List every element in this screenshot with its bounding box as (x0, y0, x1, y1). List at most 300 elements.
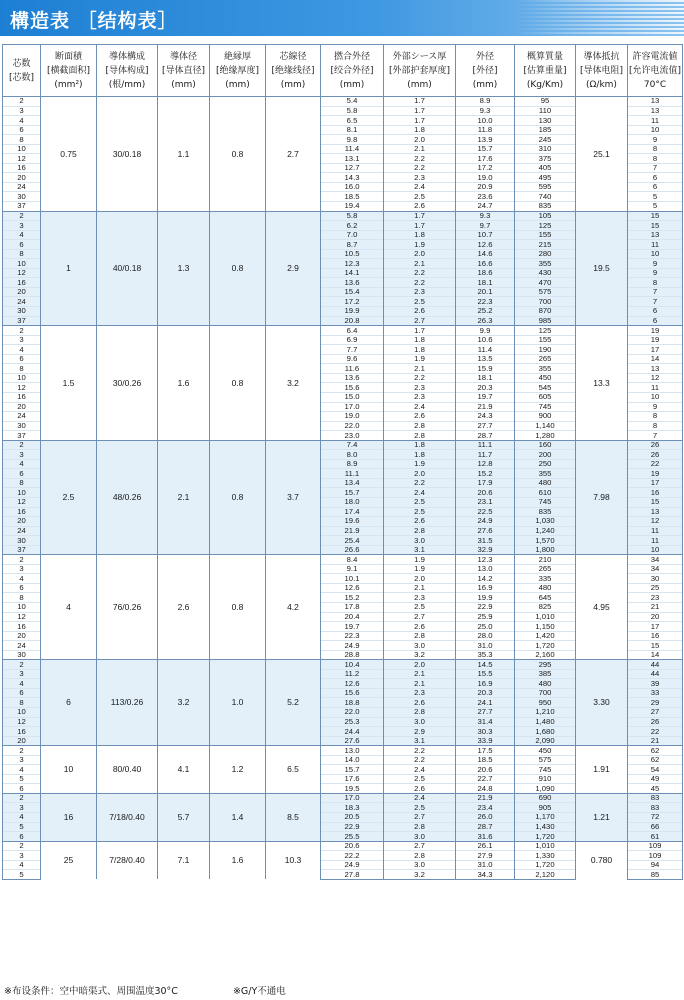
twisted-dia-cell: 23.0 (321, 431, 384, 441)
table-row (3, 793, 683, 803)
weight-cell: 295 (515, 660, 576, 670)
weight-cell: 355 (515, 364, 576, 374)
outer-dia-cell: 28.7 (456, 822, 515, 832)
sheath-cell: 2.0 (384, 469, 456, 479)
cores-cell: 24 (3, 641, 41, 651)
col-weight-header-line: 概算質量 (526, 51, 563, 62)
cores-cell: 37 (3, 202, 41, 212)
cores-cell: 2 (3, 793, 41, 803)
current-cell: 21 (628, 602, 683, 612)
sheath-cell: 1.9 (384, 459, 456, 469)
cores-cell: 20 (3, 517, 41, 527)
current-cell: 44 (628, 669, 683, 679)
weight-cell: 280 (515, 249, 576, 259)
twisted-dia-cell: 16.0 (321, 182, 384, 192)
weight-cell: 835 (515, 507, 576, 517)
current-cell: 13 (628, 230, 683, 240)
core-dia-cell: 8.5 (266, 793, 321, 841)
installation-condition-note: ※布设条件：空中暗渠式、周围温度30°C (4, 986, 178, 997)
col-cores-header (3, 45, 41, 97)
sheath-cell: 2.3 (384, 688, 456, 698)
twisted-dia-cell: 6.2 (321, 221, 384, 231)
cores-cell: 6 (3, 583, 41, 593)
current-cell: 26 (628, 717, 683, 727)
cores-cell: 20 (3, 736, 41, 746)
sheath-cell: 1.7 (384, 211, 456, 221)
weight-cell: 835 (515, 202, 576, 212)
cores-cell: 2 (3, 841, 41, 851)
outer-dia-cell: 10.0 (456, 116, 515, 126)
sheath-cell: 2.5 (384, 192, 456, 202)
twisted-dia-cell: 15.7 (321, 488, 384, 498)
sheath-cell: 2.4 (384, 402, 456, 412)
sheath-cell: 3.0 (384, 536, 456, 546)
col-outer-dia-header-line: [外径] (472, 65, 498, 76)
current-cell: 83 (628, 803, 683, 813)
outer-dia-cell: 9.3 (456, 106, 515, 116)
table-row (3, 440, 683, 450)
weight-cell: 250 (515, 459, 576, 469)
cores-cell: 12 (3, 497, 41, 507)
sheath-cell: 2.2 (384, 268, 456, 278)
col-sheath-header-line: 外部シース厚 (392, 51, 447, 62)
current-cell: 12 (628, 517, 683, 527)
sheath-cell: 1.7 (384, 116, 456, 126)
current-cell: 16 (628, 631, 683, 641)
outer-dia-cell: 31.4 (456, 717, 515, 727)
cores-cell: 10 (3, 602, 41, 612)
cores-cell: 24 (3, 297, 41, 307)
sheath-cell: 2.2 (384, 373, 456, 383)
outer-dia-cell: 20.3 (456, 688, 515, 698)
current-cell: 7 (628, 287, 683, 297)
col-sheath-header-line: [外部护套厚度] (388, 65, 451, 76)
cores-cell: 10 (3, 488, 41, 498)
twisted-dia-cell: 10.4 (321, 660, 384, 670)
sheath-cell: 1.8 (384, 125, 456, 135)
conductor-dia-cell: 1.3 (158, 211, 210, 326)
col-section-header-line: (mm²) (54, 79, 83, 90)
sheath-cell: 2.3 (384, 173, 456, 183)
twisted-dia-cell: 10.5 (321, 249, 384, 259)
col-sheath-header-line: (mm) (407, 79, 432, 90)
col-conductor-dia-header-line: [导体直径] (161, 65, 206, 76)
twisted-dia-cell: 13.6 (321, 278, 384, 288)
sheath-cell: 3.0 (384, 717, 456, 727)
current-cell: 5 (628, 202, 683, 212)
twisted-dia-cell: 11.4 (321, 144, 384, 154)
current-cell: 6 (628, 173, 683, 183)
col-outer-dia-header (456, 45, 515, 97)
composition-cell: 76/0.26 (97, 555, 158, 660)
insulation-cell: 0.8 (210, 211, 266, 326)
current-cell: 54 (628, 765, 683, 775)
core-dia-cell: 5.2 (266, 660, 321, 746)
current-cell: 8 (628, 154, 683, 164)
weight-cell: 740 (515, 192, 576, 202)
outer-dia-cell: 27.6 (456, 526, 515, 536)
outer-dia-cell: 11.8 (456, 125, 515, 135)
cores-cell: 16 (3, 278, 41, 288)
outer-dia-cell: 15.5 (456, 669, 515, 679)
twisted-dia-cell: 13.6 (321, 373, 384, 383)
current-cell: 5 (628, 192, 683, 202)
weight-cell: 1,800 (515, 545, 576, 555)
twisted-dia-cell: 6.4 (321, 326, 384, 336)
twisted-dia-cell: 8.0 (321, 450, 384, 460)
cores-cell: 2 (3, 211, 41, 221)
current-cell: 12 (628, 373, 683, 383)
weight-cell: 910 (515, 774, 576, 784)
current-cell: 109 (628, 851, 683, 861)
outer-dia-cell: 22.9 (456, 602, 515, 612)
twisted-dia-cell: 12.7 (321, 163, 384, 173)
twisted-dia-cell: 9.8 (321, 135, 384, 145)
current-cell: 8 (628, 421, 683, 431)
sheath-cell: 3.2 (384, 650, 456, 660)
current-cell: 11 (628, 536, 683, 546)
outer-dia-cell: 18.1 (456, 373, 515, 383)
weight-cell: 125 (515, 221, 576, 231)
outer-dia-cell: 25.0 (456, 622, 515, 632)
outer-dia-cell: 18.1 (456, 278, 515, 288)
sheath-cell: 2.2 (384, 278, 456, 288)
sheath-cell: 1.9 (384, 240, 456, 250)
col-resistance-header-line: 導体抵抗 (583, 51, 620, 62)
col-composition-header (97, 45, 158, 97)
current-cell: 23 (628, 593, 683, 603)
insulation-cell: 0.8 (210, 326, 266, 441)
cores-cell: 5 (3, 774, 41, 784)
table-row (3, 555, 683, 565)
weight-cell: 310 (515, 144, 576, 154)
cores-cell: 6 (3, 125, 41, 135)
sheath-cell: 2.2 (384, 746, 456, 756)
cores-cell: 2 (3, 97, 41, 107)
twisted-dia-cell: 19.9 (321, 307, 384, 317)
weight-cell: 450 (515, 373, 576, 383)
outer-dia-cell: 27.7 (456, 708, 515, 718)
col-core-dia-header-line: (mm) (280, 79, 306, 90)
outer-dia-cell: 31.0 (456, 641, 515, 651)
sheath-cell: 3.1 (384, 545, 456, 555)
sheath-cell: 2.3 (384, 383, 456, 393)
outer-dia-cell: 13.9 (456, 135, 515, 145)
sheath-cell: 2.1 (384, 583, 456, 593)
cores-cell: 8 (3, 135, 41, 145)
col-twisted-dia-header-line: 撚合外径 (333, 51, 370, 62)
current-cell: 22 (628, 459, 683, 469)
twisted-dia-cell: 6.5 (321, 116, 384, 126)
twisted-dia-cell: 9.6 (321, 354, 384, 364)
cores-cell: 20 (3, 631, 41, 641)
weight-cell: 1,030 (515, 517, 576, 527)
current-cell: 15 (628, 497, 683, 507)
col-section-header-line: 断面積 (54, 51, 82, 62)
sheath-cell: 3.1 (384, 736, 456, 746)
current-cell: 19 (628, 469, 683, 479)
outer-dia-cell: 20.6 (456, 765, 515, 775)
cores-cell: 3 (3, 106, 41, 116)
sheath-cell: 2.0 (384, 249, 456, 259)
cores-cell: 16 (3, 392, 41, 402)
weight-cell: 215 (515, 240, 576, 250)
col-insulation-header-line: 絶縁厚 (223, 51, 251, 62)
section-cell: 1 (41, 211, 97, 326)
weight-cell: 2,120 (515, 870, 576, 880)
resistance-cell: 13.3 (576, 326, 628, 441)
outer-dia-cell: 31.5 (456, 536, 515, 546)
current-cell: 6 (628, 182, 683, 192)
twisted-dia-cell: 17.0 (321, 402, 384, 412)
twisted-dia-cell: 12.3 (321, 259, 384, 269)
outer-dia-cell: 17.9 (456, 478, 515, 488)
sheath-cell: 2.2 (384, 163, 456, 173)
weight-cell: 545 (515, 383, 576, 393)
outer-dia-cell: 12.3 (456, 555, 515, 565)
cores-cell: 4 (3, 574, 41, 584)
current-cell: 15 (628, 221, 683, 231)
weight-cell: 245 (515, 135, 576, 145)
sheath-cell: 1.8 (384, 335, 456, 345)
section-cell: 25 (41, 841, 97, 879)
twisted-dia-cell: 7.7 (321, 345, 384, 355)
weight-cell: 130 (515, 116, 576, 126)
cores-cell: 8 (3, 478, 41, 488)
current-cell: 13 (628, 97, 683, 107)
current-cell: 83 (628, 793, 683, 803)
weight-cell: 480 (515, 478, 576, 488)
twisted-dia-cell: 24.9 (321, 860, 384, 870)
outer-dia-cell: 12.6 (456, 240, 515, 250)
sheath-cell: 1.9 (384, 564, 456, 574)
col-composition-header-line: (根/mm) (108, 79, 146, 90)
twisted-dia-cell: 13.1 (321, 154, 384, 164)
core-dia-cell: 10.3 (266, 841, 321, 879)
current-cell: 21 (628, 736, 683, 746)
twisted-dia-cell: 25.3 (321, 717, 384, 727)
outer-dia-cell: 28.7 (456, 431, 515, 441)
weight-cell: 1,480 (515, 717, 576, 727)
twisted-dia-cell: 22.3 (321, 631, 384, 641)
sheath-cell: 2.5 (384, 803, 456, 813)
current-cell: 45 (628, 784, 683, 794)
weight-cell: 1,720 (515, 641, 576, 651)
cores-cell: 4 (3, 345, 41, 355)
current-cell: 62 (628, 746, 683, 756)
insulation-cell: 0.8 (210, 440, 266, 555)
current-cell: 33 (628, 688, 683, 698)
outer-dia-cell: 9.9 (456, 326, 515, 336)
twisted-dia-cell: 12.6 (321, 583, 384, 593)
weight-cell: 595 (515, 182, 576, 192)
weight-cell: 265 (515, 354, 576, 364)
col-core-dia-header (266, 45, 321, 97)
sheath-cell: 1.8 (384, 450, 456, 460)
twisted-dia-cell: 24.4 (321, 727, 384, 737)
cores-cell: 3 (3, 669, 41, 679)
weight-cell: 1,420 (515, 631, 576, 641)
outer-dia-cell: 31.6 (456, 832, 515, 842)
cores-cell: 37 (3, 316, 41, 326)
sheath-cell: 2.8 (384, 431, 456, 441)
twisted-dia-cell: 18.0 (321, 497, 384, 507)
cores-cell: 24 (3, 412, 41, 422)
weight-cell: 745 (515, 765, 576, 775)
outer-dia-cell: 19.9 (456, 593, 515, 603)
current-cell: 13 (628, 106, 683, 116)
weight-cell: 200 (515, 450, 576, 460)
outer-dia-cell: 21.9 (456, 402, 515, 412)
twisted-dia-cell: 22.0 (321, 708, 384, 718)
twisted-dia-cell: 20.4 (321, 612, 384, 622)
composition-cell: 7/28/0.40 (97, 841, 158, 879)
weight-cell: 190 (515, 345, 576, 355)
cores-cell: 20 (3, 173, 41, 183)
sheath-cell: 2.4 (384, 793, 456, 803)
weight-cell: 870 (515, 307, 576, 317)
weight-cell: 700 (515, 297, 576, 307)
outer-dia-cell: 11.4 (456, 345, 515, 355)
weight-cell: 575 (515, 755, 576, 765)
sheath-cell: 2.6 (384, 698, 456, 708)
cores-cell: 6 (3, 240, 41, 250)
sheath-cell: 3.2 (384, 870, 456, 880)
col-current-header-line: 70°C (643, 79, 667, 90)
col-conductor-dia-header-line: 導体径 (169, 51, 197, 62)
current-cell: 13 (628, 364, 683, 374)
sheath-cell: 2.6 (384, 622, 456, 632)
twisted-dia-cell: 18.3 (321, 803, 384, 813)
cores-cell: 4 (3, 765, 41, 775)
sheath-cell: 2.5 (384, 507, 456, 517)
current-cell: 94 (628, 860, 683, 870)
outer-dia-cell: 17.2 (456, 163, 515, 173)
outer-dia-cell: 20.3 (456, 383, 515, 393)
weight-cell: 480 (515, 679, 576, 689)
weight-cell: 1,010 (515, 841, 576, 851)
sheath-cell: 2.7 (384, 316, 456, 326)
twisted-dia-cell: 24.9 (321, 641, 384, 651)
cores-cell: 16 (3, 727, 41, 737)
current-cell: 7 (628, 431, 683, 441)
current-cell: 66 (628, 822, 683, 832)
twisted-dia-cell: 11.2 (321, 669, 384, 679)
current-cell: 9 (628, 268, 683, 278)
outer-dia-cell: 9.7 (456, 221, 515, 231)
outer-dia-cell: 23.1 (456, 497, 515, 507)
conductor-dia-cell: 3.2 (158, 660, 210, 746)
cores-cell: 6 (3, 469, 41, 479)
cores-cell: 2 (3, 555, 41, 565)
outer-dia-cell: 19.7 (456, 392, 515, 402)
composition-cell: 48/0.26 (97, 440, 158, 555)
weight-cell: 1,150 (515, 622, 576, 632)
sheath-cell: 2.3 (384, 593, 456, 603)
weight-cell: 355 (515, 469, 576, 479)
weight-cell: 2,160 (515, 650, 576, 660)
cores-cell: 16 (3, 163, 41, 173)
col-cores-header-line: 芯数 (12, 58, 31, 69)
outer-dia-cell: 24.9 (456, 517, 515, 527)
outer-dia-cell: 20.6 (456, 488, 515, 498)
outer-dia-cell: 30.3 (456, 727, 515, 737)
cores-cell: 4 (3, 459, 41, 469)
outer-dia-cell: 12.8 (456, 459, 515, 469)
cores-cell: 8 (3, 249, 41, 259)
weight-cell: 105 (515, 211, 576, 221)
sheath-cell: 1.7 (384, 221, 456, 231)
outer-dia-cell: 32.9 (456, 545, 515, 555)
sheath-cell: 1.8 (384, 440, 456, 450)
current-cell: 27 (628, 708, 683, 718)
outer-dia-cell: 9.3 (456, 211, 515, 221)
weight-cell: 1,330 (515, 851, 576, 861)
sheath-cell: 2.8 (384, 631, 456, 641)
twisted-dia-cell: 8.4 (321, 555, 384, 565)
insulation-cell: 1.6 (210, 841, 266, 879)
col-current-header (628, 45, 683, 97)
outer-dia-cell: 14.6 (456, 249, 515, 259)
current-cell: 8 (628, 278, 683, 288)
current-cell: 15 (628, 641, 683, 651)
twisted-dia-cell: 10.1 (321, 574, 384, 584)
sheath-cell: 1.9 (384, 555, 456, 565)
cores-cell: 6 (3, 688, 41, 698)
col-weight-header-line: [估算重量] (523, 65, 567, 76)
outer-dia-cell: 26.3 (456, 316, 515, 326)
col-insulation-header (210, 45, 266, 97)
resistance-cell: 19.5 (576, 211, 628, 326)
twisted-dia-cell: 20.6 (321, 841, 384, 851)
sheath-cell: 2.8 (384, 708, 456, 718)
current-cell: 7 (628, 163, 683, 173)
current-cell: 20 (628, 612, 683, 622)
section-cell: 1.5 (41, 326, 97, 441)
table-row (3, 746, 683, 756)
cores-cell: 12 (3, 154, 41, 164)
outer-dia-cell: 18.6 (456, 268, 515, 278)
weight-cell: 1,570 (515, 536, 576, 546)
cores-cell: 20 (3, 402, 41, 412)
outer-dia-cell: 23.4 (456, 803, 515, 813)
cores-cell: 16 (3, 622, 41, 632)
current-cell: 34 (628, 564, 683, 574)
outer-dia-cell: 31.0 (456, 860, 515, 870)
weight-cell: 905 (515, 803, 576, 813)
outer-dia-cell: 23.6 (456, 192, 515, 202)
col-current-header-line: [允许电流值] (628, 65, 682, 76)
twisted-dia-cell: 8.1 (321, 125, 384, 135)
structure-table (2, 44, 683, 880)
outer-dia-cell: 10.7 (456, 230, 515, 240)
sheath-cell: 2.2 (384, 154, 456, 164)
sheath-cell: 2.4 (384, 182, 456, 192)
col-composition-header-line: [导体构成] (105, 65, 149, 76)
sheath-cell: 2.1 (384, 259, 456, 269)
weight-cell: 985 (515, 316, 576, 326)
current-cell: 9 (628, 402, 683, 412)
col-composition-header-line: 導体構成 (108, 51, 145, 62)
cores-cell: 3 (3, 335, 41, 345)
sheath-cell: 2.1 (384, 364, 456, 374)
twisted-dia-cell: 5.8 (321, 106, 384, 116)
current-cell: 19 (628, 335, 683, 345)
title-banner (0, 0, 684, 36)
cores-cell: 8 (3, 593, 41, 603)
sheath-cell: 2.1 (384, 669, 456, 679)
table-row (3, 211, 683, 221)
